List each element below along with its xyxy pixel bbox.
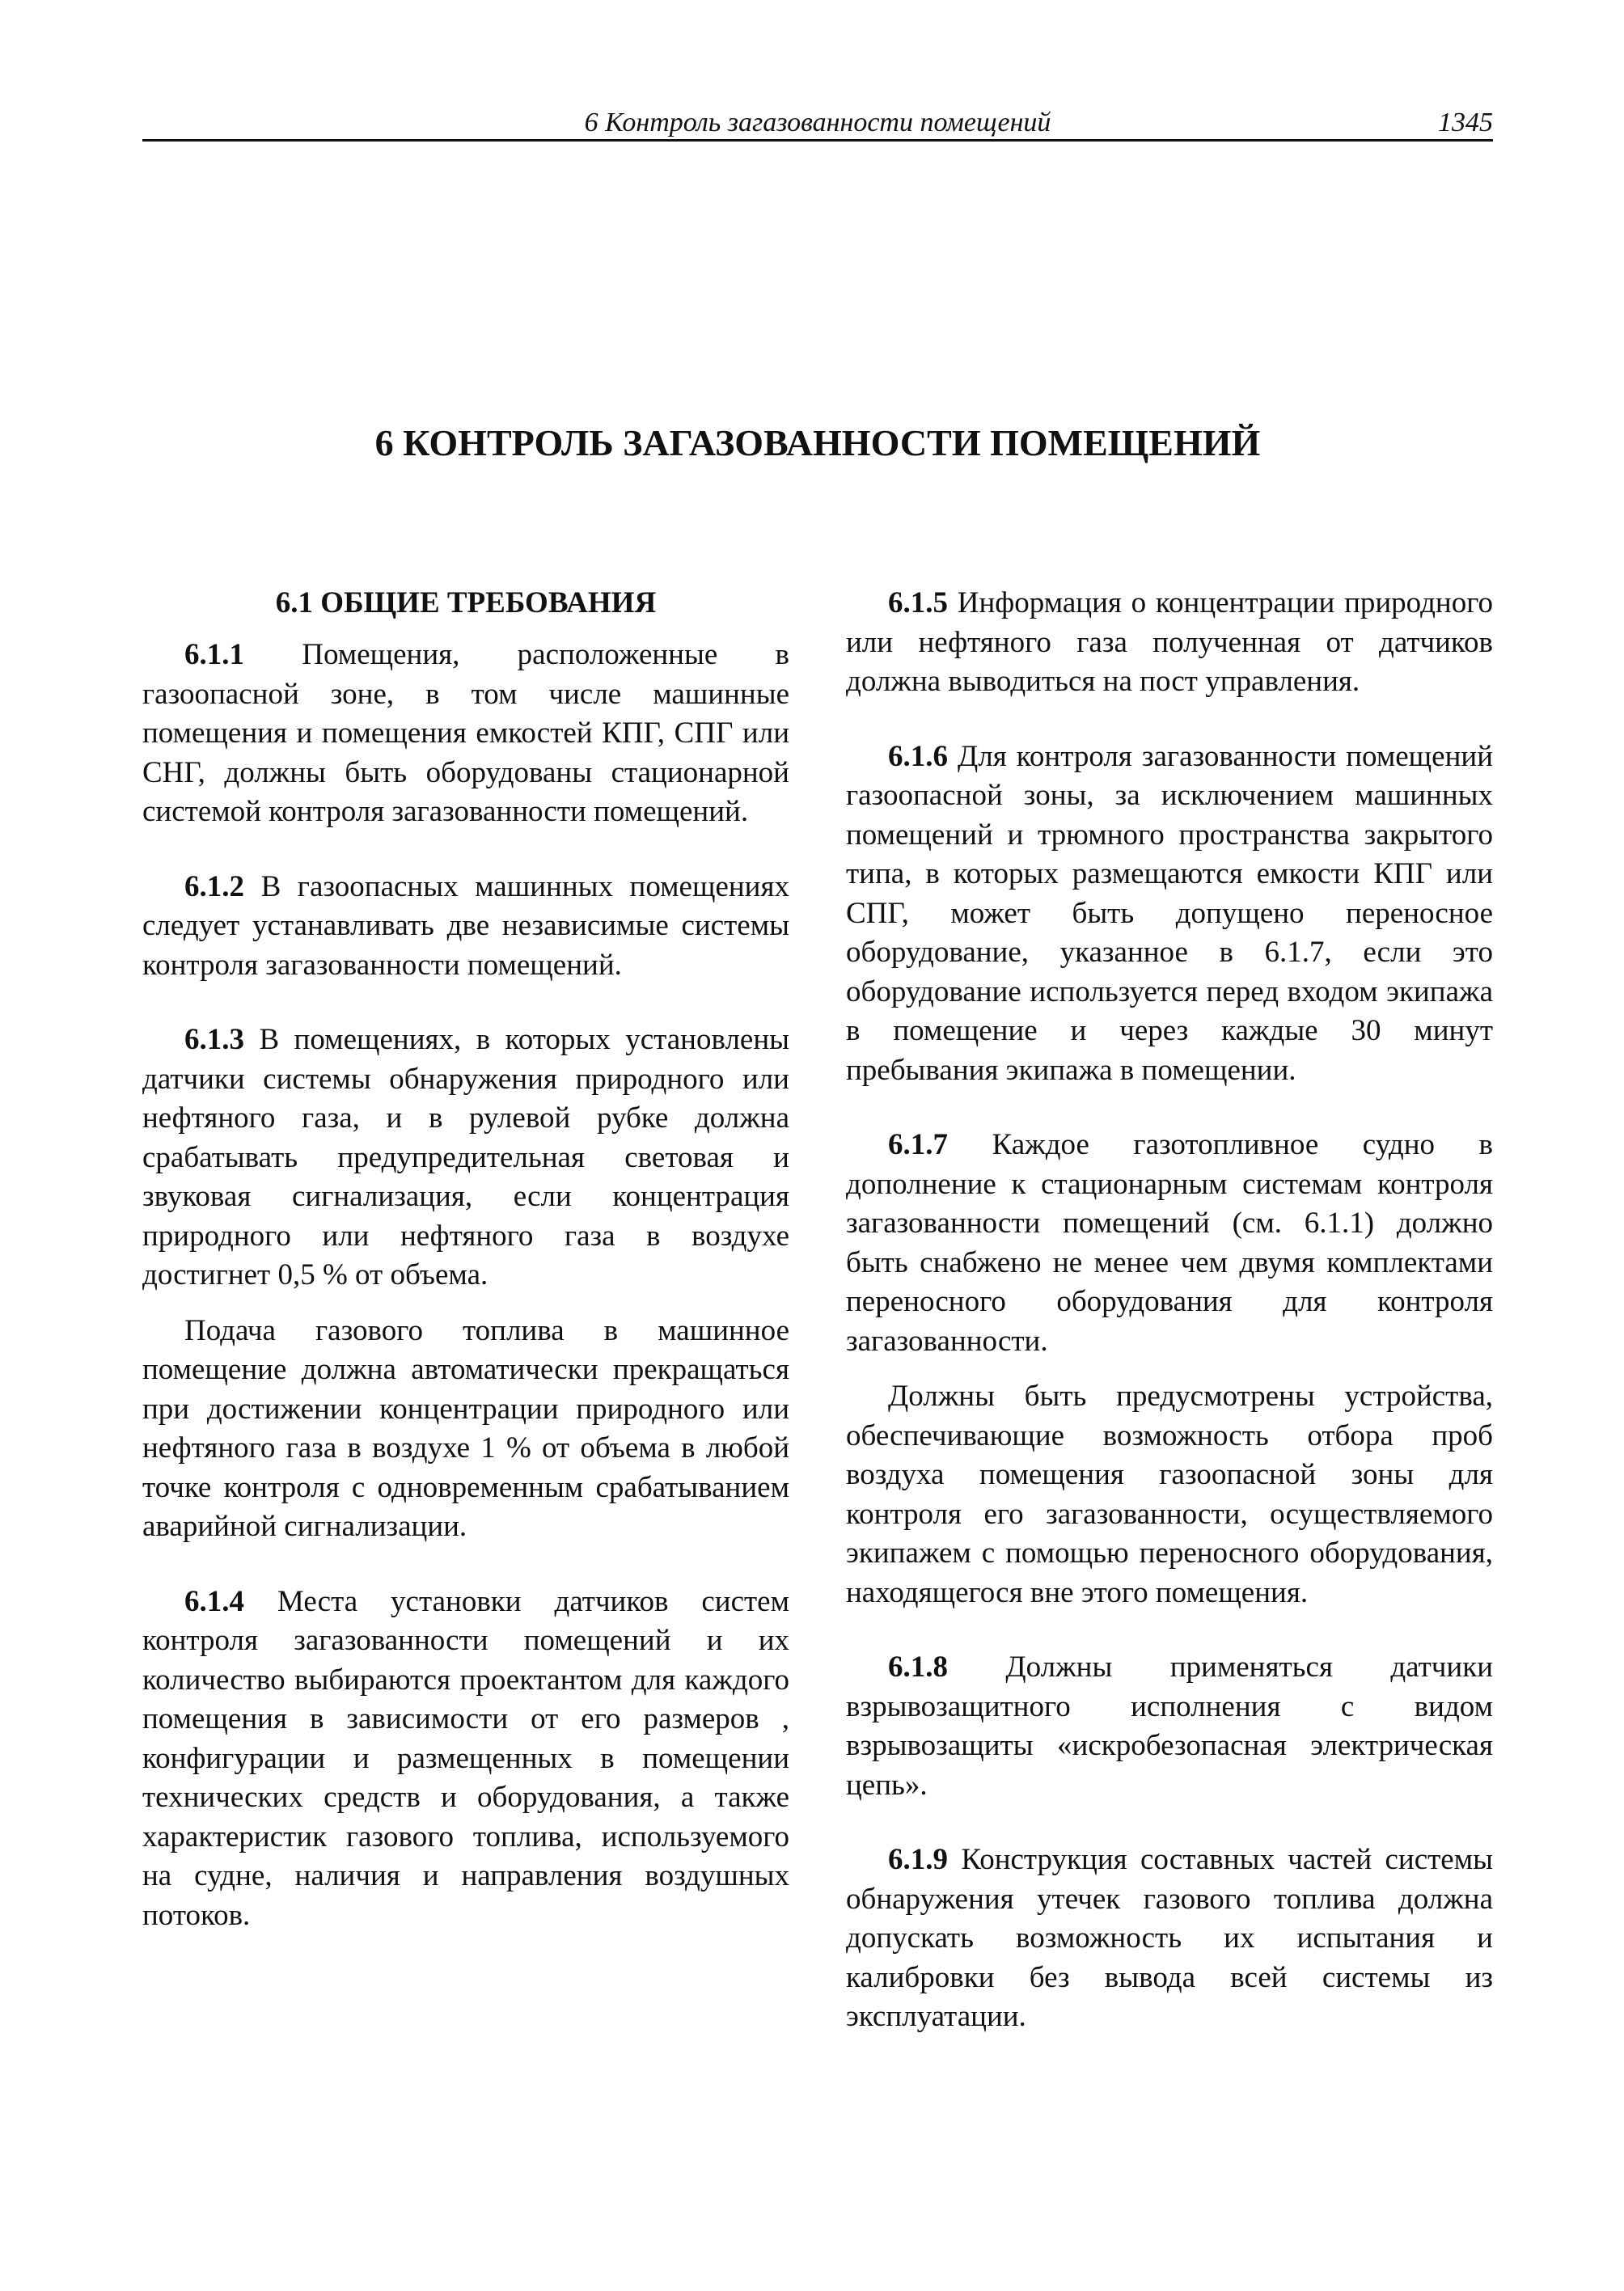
section-title: 6.1 ОБЩИЕ ТРЕБОВАНИЯ [275,586,657,619]
running-title: 6 Контроль загазованности помещений [584,108,1051,137]
clause-text: Информация о концентрации природного или нефтяного газа полученная от датчиков должна выводиться на пост управления. [846,586,1493,698]
clause-text: Каждое газотопливное судно в дополнение к стационарным системам контроля загазованности помещений (см. 6.1.1) должно быть снабжено не менее чем двумя комплектами переносного оборудования для контроля загазованности. [846,1128,1494,1358]
clause-text: Места установки датчиков систем контроля загазованности помещений и их количество выбираются проектантом для каждого помещения в зависимости от его размеров , конфигурации и размещенных в помещении технических средств и оборудования, а также характеристик газового топлива, используемого на судне, наличия и направления воздушных потоков. [142,1584,789,1932]
paragraph-6-1-2 [142,868,789,986]
clause-number: 6.1.7 [888,1128,948,1161]
clause-text: Для контроля загазованности помещений газоопасной зоны, за исключением машинных помещений и трюмного пространства закрытого типа, в которых размещаются емкости КПГ или СПГ, может быть допущено переносное оборудование, указанное в 6.1.7, если это оборудование используется перед входом экипажа в помещение и через каждые 30 минут пребывания экипажа в помещении. [846,739,1494,1087]
clause-text: Подача газового топлива в машинное помещение должна автоматически прекращаться при достижении концентрации природного или нефтяного газа в воздухе 1 % от объема в любой точке контроля с одновременным срабатыванием аварийной сигнализации. [142,1313,789,1543]
clause-text: В газоопасных машинных помещениях следует устанавливать две независимые системы контроля загазованности помещений. [142,869,789,982]
page-number: 1345 [1438,108,1493,137]
clause-text: Должны применяться датчики взрывозащитного исполнения с видом взрывозащиты «искробезопасная электрическая цепь». [846,1651,1493,1802]
clause-number: 6.1.6 [888,739,948,773]
clause-number: 6.1.5 [888,586,948,619]
clause-number: 6.1.8 [888,1651,948,1684]
clause-number: 6.1.9 [888,1843,948,1876]
clause-text: В помещениях, в которых установлены датчики системы обнаружения природного или нефтяного газа, и в рулевой рубке должна срабатывать предупредительная световая и звуковая сигнализация, если концентрация природного или нефтяного газа в воздухе достигнет 0,5 % от объема. [142,1023,789,1291]
paragraph-6-1-4 [142,1583,789,1936]
paragraph-6-1-1 [142,636,789,832]
clause-number: 6.1.3 [184,1023,244,1056]
paragraph-6-1-5 [846,584,1493,702]
clause-text: Помещения, расположенные в газоопасной зоне, в том числе машинные помещения и помещения емкостей КПГ, СПГ или СНГ, должны быть оборудованы стационарной системой контроля загазованности помещений. [142,638,790,828]
paragraph-6-1-8 [846,1648,1493,1805]
clause-number: 6.1.4 [184,1584,244,1618]
left-column [142,584,789,1935]
paragraph-6-1-7 [846,1126,1493,1361]
paragraph-6-1-3-continued [142,1312,789,1547]
paragraph-6-1-6 [846,738,1493,1091]
page-header [142,107,1493,142]
chapter-title: 6 КОНТРОЛЬ ЗАГАЗОВАННОСТИ ПОМЕЩЕНИЙ [374,422,1261,463]
paragraph-6-1-3 [142,1021,789,1296]
clause-text: Конструкция составных частей системы обнаружения утечек газового топлива должна допускать возможность их испытания и калибровки без вывода всей системы из эксплуатации. [846,1843,1493,2033]
right-column [846,584,1493,2037]
paragraph-6-1-9 [846,1841,1493,2037]
clause-text: Должны быть предусмотрены устройства, обеспечивающие возможность отбора проб воздуха помещения газоопасной зоны для контроля его загазованности, осуществляемого экипажем с помощью переносного оборудования, находящегося вне этого помещения. [846,1380,1493,1609]
clause-number: 6.1.2 [184,869,244,903]
clause-number: 6.1.1 [184,638,244,671]
paragraph-6-1-7-continued [846,1377,1493,1613]
